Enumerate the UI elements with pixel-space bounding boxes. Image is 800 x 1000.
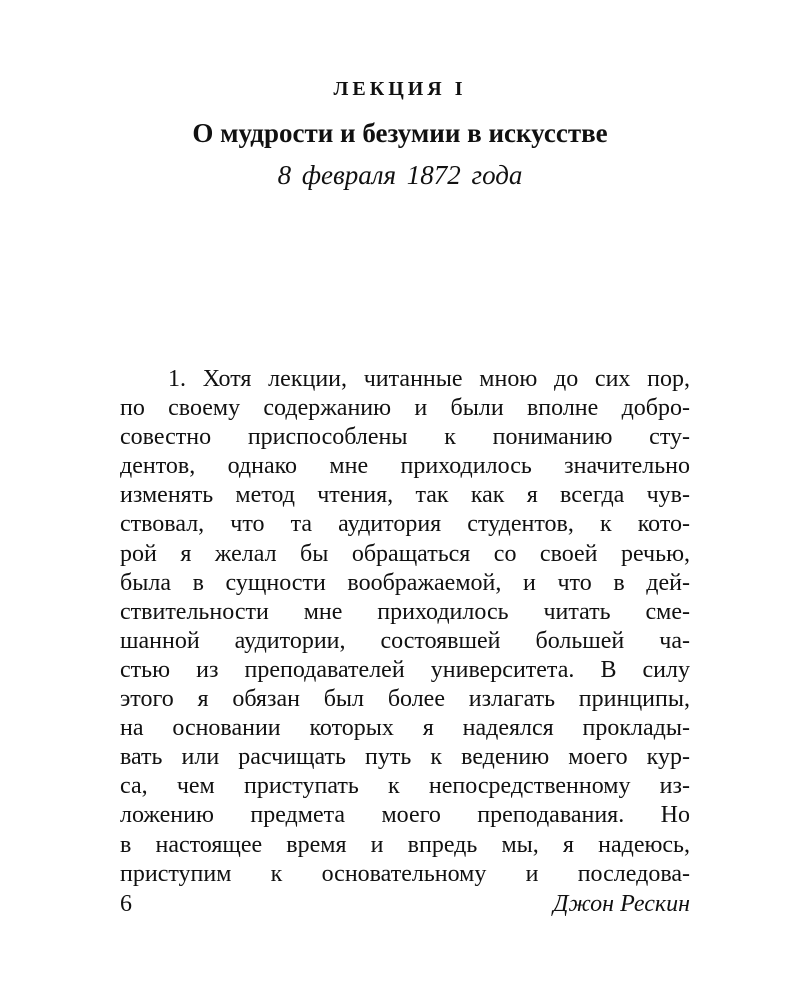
body-line: стью из преподавателей университета. В силу <box>120 656 690 683</box>
body-line: этого я обязан был более излагать принципы, <box>120 686 690 713</box>
page-number: 6 <box>120 891 132 917</box>
body-line: изменять метод чтения, так как я всегда чув- <box>120 482 690 509</box>
lecture-title: О мудрости и безумии в искусстве <box>192 118 608 148</box>
running-footer-author: Джон Рескин <box>553 891 690 917</box>
body-line: на основании которых я надеялся проклады- <box>120 715 690 742</box>
body-line: дентов, однако мне приходилось значительно <box>120 453 690 480</box>
lecture-number: ЛЕКЦИЯ I <box>333 78 467 100</box>
body-line: ствительности мне приходилось читать сме- <box>120 598 690 625</box>
body-line: в настоящее время и впредь мы, я надеюсь, <box>120 831 690 858</box>
body-line: приступим к основательному и последова- <box>120 860 690 887</box>
body-line: шанной аудитории, состоявшей большей ча- <box>120 627 690 654</box>
body-line: ложению предмета моего преподавания. Но <box>120 802 690 829</box>
body-paragraph <box>120 365 690 889</box>
lecture-date: 8 февраля 1872 года <box>277 160 523 190</box>
body-line: 1. Хотя лекции, читанные мною до сих пор, <box>168 366 690 392</box>
body-line: совестно приспособлены к пониманию сту- <box>120 424 690 451</box>
body-line: была в сущности воображаемой, и что в дей- <box>120 569 690 596</box>
body-line: ствовал, что та аудитория студентов, к кото- <box>120 511 690 538</box>
body-line: по своему содержанию и были вполне добро- <box>120 395 690 422</box>
body-line: са, чем приступать к непосредственному из- <box>120 773 690 800</box>
body-line: вать или расчищать путь к ведению моего кур- <box>120 744 690 771</box>
body-line: рой я желал бы обращаться со своей речью, <box>120 540 690 567</box>
